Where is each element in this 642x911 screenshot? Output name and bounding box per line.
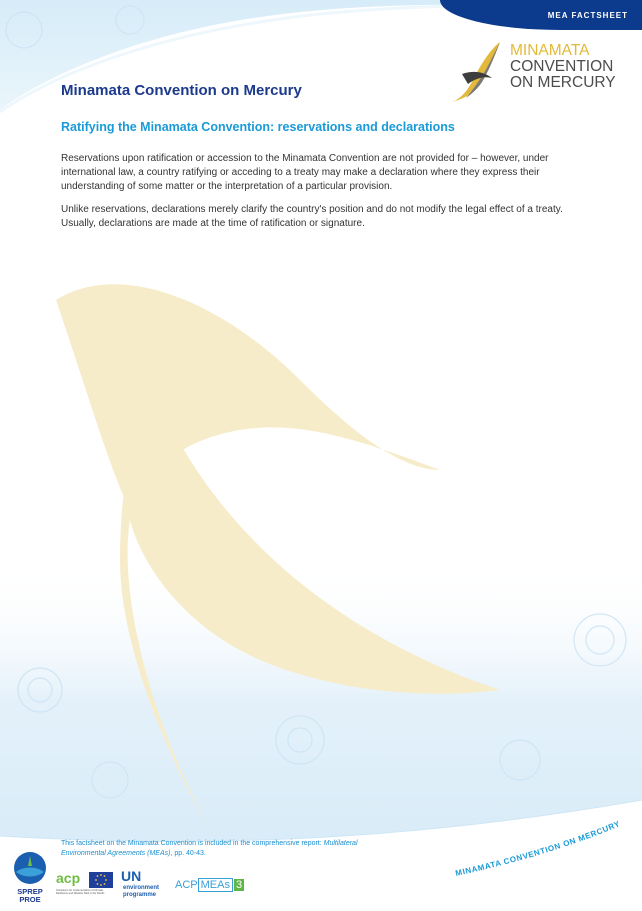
unep-wordmark: UN	[121, 868, 142, 884]
paragraph: Unlike reservations, declarations merely clarify the country's position and do not modify the legal effect of a treaty. Usually, declarations are made at the time of ratification or signature.	[61, 204, 563, 229]
minamata-logo	[448, 38, 628, 106]
acp-wordmark: acp	[56, 870, 81, 886]
eu-flag-icon	[89, 872, 113, 888]
acp-meas-prefix: ACP	[175, 879, 198, 891]
acp-meas-logo	[175, 879, 244, 891]
unep-logo	[121, 868, 173, 906]
sprep-label: SPREP PROE	[17, 887, 43, 904]
footer-note-suffix: , pp. 40-43.	[170, 850, 206, 857]
paragraph: Reservations upon ratification or accession to the Minamata Convention are not provided for – however, under international law, a country ratifying or acceding to a treaty may make a declaration where they express their understanding of some matter or the interpretation of a particular provision.	[61, 153, 549, 192]
unep-caption: environment programme	[123, 885, 160, 898]
page-title: Minamata Convention on Mercury	[61, 82, 302, 99]
acp-meas-box: MEAs	[198, 878, 233, 892]
footer-note	[61, 839, 381, 859]
curve-footer-text: MINAMATA CONVENTION ON MERCURY	[454, 819, 622, 878]
report-link[interactable]: Multilateral Environmental Agreements (MEAs)	[61, 840, 358, 857]
sprep-logo	[10, 850, 50, 905]
acp-caption: Institutions for Implementation of Climate, Resilience and Disaster Risk in the Pacific	[56, 889, 105, 895]
logo-line-2: CONVENTION	[510, 58, 614, 75]
sprep-emblem-icon	[10, 850, 50, 888]
acp-logo	[56, 870, 105, 904]
acp-meas-number: 3	[235, 879, 243, 891]
mercury-drop-icon	[448, 38, 508, 106]
logo-line-3: ON MERCURY	[510, 74, 616, 91]
body-text	[61, 152, 586, 240]
logo-line-1: MINAMATA	[510, 42, 590, 59]
footer-note-prefix: This factsheet on the Minamata Convention is included in the comprehensive report:	[61, 840, 324, 847]
section-heading: Ratifying the Minamata Convention: reservations and declarations	[61, 120, 455, 134]
factsheet-tag-label: MEA FACTSHEET	[547, 11, 628, 20]
